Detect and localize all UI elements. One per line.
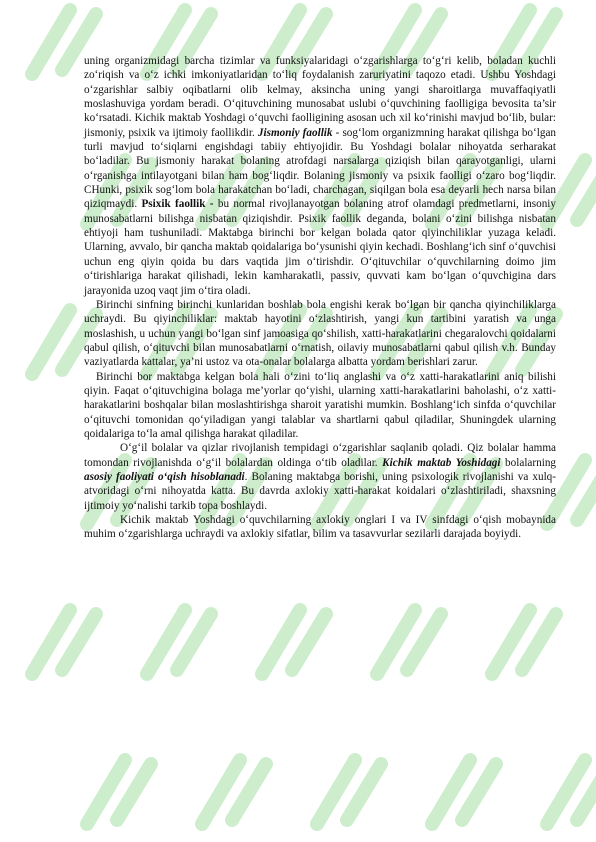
body-text: . Bolaning maktabga borishi, uning psixologik rivojlanishi va xulq-atvoridagi o‘rni nihoyatda katta. Bu davrda axlokiy xatti-harakat koidalari o‘zlashtiriladi, shaxsning ijtimoiy yo‘nalishi tarkib topa boshlaydi. [84, 470, 556, 512]
watermark-stroke [147, 610, 211, 674]
body-text: - sog‘lom organizmning harakat qilishga bo‘lgan turli mavjud to‘siqlarni engishdagi tabiiy ehtiyojidir. Bu Yoshdagi bolalar nihoyatda serharakat bo‘ladilar. Bu jismoniy harakat bolaning atrofdagi narsalarga qiziqish bilan qarayotganligi, ularni o‘rganishga intilayotgani bilan ham bog‘liqdir. Bolaning jismoniy va psixik faolligi o‘zaro bog‘liqdir. CHunki, psixik sog‘lom bola harakatchan bo‘ladi, charchagan, siqilgan bola esa deyarli hech narsa bilan qiziqmaydi. [84, 126, 556, 211]
watermark-stroke [432, 760, 496, 824]
watermark-stroke [317, 760, 381, 824]
watermark-stroke [32, 610, 96, 674]
watermark-stroke [262, 610, 326, 674]
emphasis-text: Psixik faollik - [141, 198, 214, 211]
body-text: Birinchi bor maktabga kelgan bola hali o‘zini to‘liq anglashi va o‘z xatti-harakatlarini aniq bilishi qiyin. Faqat o‘qituvchigina bolaga me’yorlar qo‘yishi, ularning xatti-harakatlarini baholashi, o‘z xatti-harakatlarini boshqalar bilan moslashtirishga sharoit yaratishi mumkin. Boshlang‘ich sinfda o‘quvchilar o‘qituvchi tomonidan qo‘yiladigan yangi talablar va shartlarni qabul qiladilar, Shuningdek ularning qoidalariga to‘la amal qilishga harakat qiladilar. [84, 370, 556, 440]
emphasis-text: asosiy faoliyati o‘qish hisoblanadi [84, 470, 245, 483]
body-text: bolalarning [500, 456, 557, 469]
paragraph-1 [84, 54, 556, 298]
body-text: Birinchi sinfning birinchi kunlaridan boshlab bola engishi kerak bo‘lgan bir qancha qiyinchiliklarga uchraydi. Bu qiyinchiliklar: maktab hayotini o‘zlashtirish, yangi kun tartibini yaratish va unga moslashish, u uchun yangi bo‘lgan sinf jamoasiga qo‘shilish, xatti-harakatlarini chegaralovchi qoidalarni qabul qilish, o‘qituvchi bilan munosabatlarni o‘rnatish, oilaviy munosabatlarni qabul qilish v.h. Bunday vaziyatlarda kattalar, ya’ni ustoz va ota-onalar bolalarga albatta yordam berishlari zarur. [84, 298, 556, 369]
watermark-stroke [377, 610, 441, 674]
body-text: O‘g‘il bolalar va qizlar rivojlanish tempidagi o‘zgarishlar saqlanib qoladi. Qiz bolalar hamma tomondan rivojlanishda o‘g‘il bolalardan oldinga o‘tib oladilar. [84, 442, 556, 469]
watermark-stroke [87, 760, 151, 824]
paragraph-3 [84, 370, 556, 442]
paragraph-5 [84, 513, 556, 542]
paragraph-4 [84, 441, 556, 513]
body-text: bu normal rivojlanayotgan bolaning atrof olamdagi predmetlarni, insoniy munosabatlarni bilishga nisbatan qiziqishdir. Psixik faollik deganda, bolani o‘zini bilishga nisbatan ehtiyoji ham tushuniladi. Maktabga birinchi bor kelgan bolada qator qiyinchiliklar yuzaga keladi. Ularning, avvalo, bir qancha maktab qoidalariga bo‘ysunishi qiyin kechadi. Boshlang‘ich sinf o‘quvchisi uchun eng qiyin qoida bu dars vaqtida jim o‘tirishdir. O‘qituvchilar o‘quvchilarning doimo jim o‘tirishlariga harakat qilishadi, lekin kamharakatli, passiv, quvvati kam bo‘lgan o‘quvchigina dars jarayonida uzoq vaqt jim o‘tira oladi. [84, 198, 557, 297]
watermark-stroke [492, 610, 556, 674]
paragraph-2 [84, 298, 556, 370]
watermark-stroke [547, 760, 596, 824]
document-body [84, 54, 556, 542]
body-text: uning organizmidagi barcha tizimlar va funksiyalaridagi o‘zgarishlarga to‘g‘ri kelib, boladan kuchli zo‘riqish va o‘z ichki imkoniyatlaridan to‘liq foydalanish zaruriyatini taqozo etadi. Ushbu Yoshdagi o‘zgarishlar salbiy oqibatlarni olib kelmay, aksincha uning yangi sharoitlarga muvaffaqiyatli moslashuviga yordam beradi. O‘qituvchining munosabat uslubi o‘quvchining faolligiga bevosita ta’sir ko‘rsatadi. Kichik maktab Yoshdagi o‘quvchi faolligining asosan uch xil ko‘rinishi mavjud bo‘lib, bular: jismoniy, psixik va ijtimoiy faollikdir. [84, 55, 556, 139]
emphasis-text: Kichik maktab Yoshidagi [382, 456, 501, 469]
body-text: Kichik maktab Yoshdagi o‘quvchilarning axlokiy onglari I va IV sinfdagi o‘qish mobaynida muhim o‘zgarishlarga uchraydi va axlokiy sifatlar, bilim va tasavvurlar sezilarli darajada boyiydi. [84, 514, 556, 541]
emphasis-text: Jismoniy faollik [257, 126, 333, 139]
watermark-stroke [202, 760, 266, 824]
